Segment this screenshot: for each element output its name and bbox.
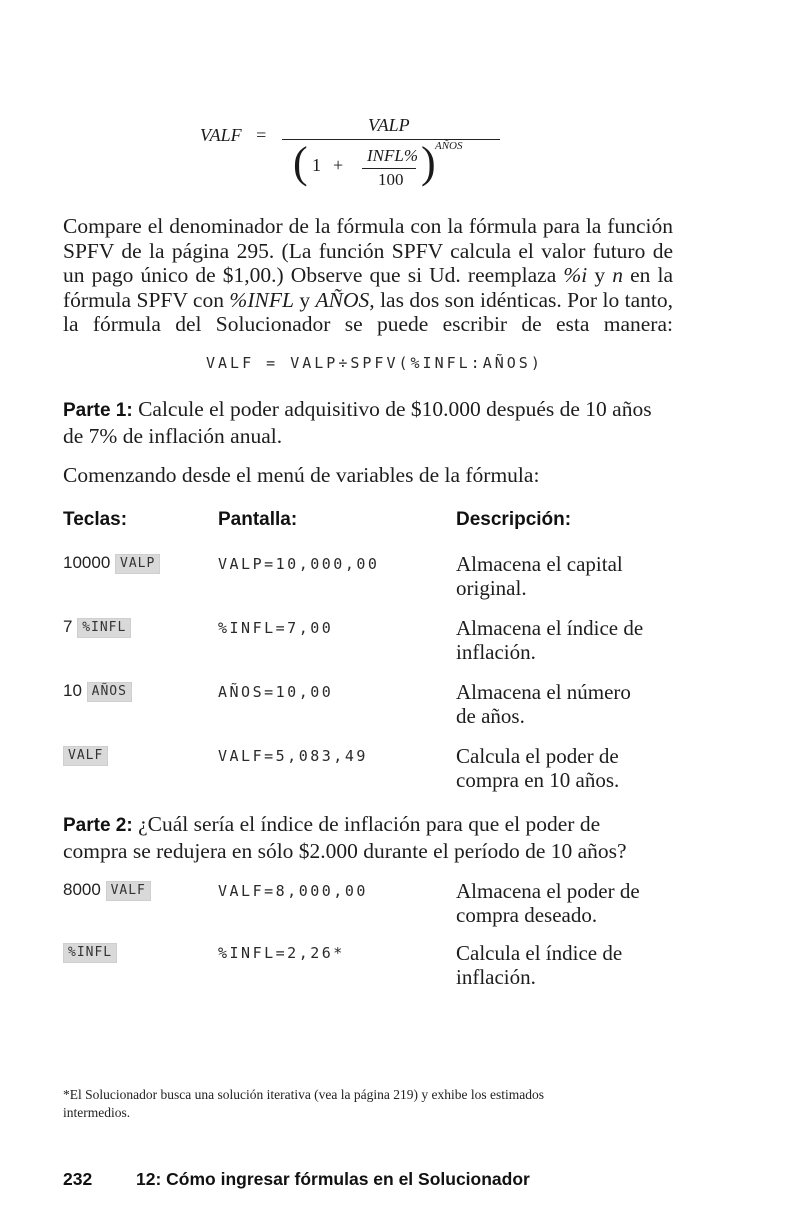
header-pantalla: Pantalla:	[218, 509, 298, 530]
display-value: VALF=5,083,49	[218, 747, 368, 765]
formula-inner-bar	[362, 168, 416, 169]
display-value: AÑOS=10,00	[218, 683, 334, 701]
part2-line-1: Parte 2: ¿Cuál sería el índice de inflación para que el poder de	[63, 812, 601, 836]
formula-inner-numerator: INFL%	[367, 146, 418, 165]
chapter-title: 12: Cómo ingresar fórmulas en el Solucionador	[136, 1169, 530, 1189]
softkey-anos[interactable]: AÑOS	[87, 682, 132, 702]
footnote-line-2: intermedios.	[63, 1105, 131, 1120]
footnote-line-1: *El Solucionador busca una solución iterativa (vea la página 219) y exhibe los estimados	[63, 1087, 544, 1102]
header-teclas: Teclas:	[63, 509, 128, 530]
header-descripcion: Descripción:	[456, 509, 572, 530]
footnote	[63, 1086, 703, 1122]
formula-exponent: AÑOS	[435, 140, 463, 152]
formula-lhs: VALF	[200, 125, 242, 145]
part2-line-2: compra se redujera en sólo $2.000 durante el período de 10 años?	[63, 838, 627, 863]
key-number: 10	[63, 681, 82, 700]
display-value: VALP=10,000,00	[218, 555, 380, 573]
part2-label: Parte 2:	[63, 815, 133, 836]
comenzando-text: Comenzando desde el menú de variables de la fórmula:	[63, 463, 540, 487]
formula-left-paren: (	[293, 138, 308, 187]
intro-line-2: SPFV de la página 295. (La función SPFV calcula el valor futuro de	[63, 238, 673, 263]
intro-line-1: Compare el denominador de la fórmula con la fórmula para la función	[63, 214, 673, 238]
formula-equals: =	[256, 125, 267, 145]
row-description: Calcula el índice de inflación.	[456, 941, 623, 989]
part2-paragraph	[63, 812, 673, 863]
formula-plus: +	[333, 155, 344, 175]
softkey-valf[interactable]: VALF	[106, 881, 151, 901]
row-description: Calcula el poder de compra en 10 años.	[456, 744, 620, 792]
solver-formula-line: VALF = VALP÷SPFV(%INFL:AÑOS)	[206, 354, 543, 372]
formula-one: 1	[312, 155, 321, 175]
page-number: 232	[63, 1169, 93, 1189]
formula-right-paren: )	[421, 138, 436, 187]
intro-line-5: la fórmula del Solucionador se puede escribir de esta manera:	[63, 312, 673, 336]
key-number: 7	[63, 617, 73, 636]
part1-line-1: Parte 1: Calcule el poder adquisitivo de $10.000 después de 10 años	[63, 397, 652, 421]
intro-line-4: fórmula SPFV con %INFL y AÑOS, las dos son idénticas. Por lo tanto,	[63, 287, 673, 312]
display-value: VALF=8,000,00	[218, 882, 368, 900]
formula-inner-denominator: 100	[378, 170, 404, 189]
part1-label: Parte 1:	[63, 400, 133, 421]
key-number: 8000	[63, 880, 101, 899]
softkey-valf[interactable]: VALF	[63, 746, 108, 766]
row-description: Almacena el poder de compra deseado.	[456, 879, 640, 927]
display-value: %INFL=7,00	[218, 619, 334, 637]
key-number: 10000	[63, 553, 111, 572]
intro-paragraph	[63, 214, 673, 337]
intro-line-3: un pago único de $1,00.) Observe que si Ud. reemplaza %i y n en la	[63, 263, 673, 287]
softkey-infl[interactable]: %INFL	[63, 943, 117, 963]
formula-main-bar	[282, 139, 500, 140]
part1-line-2: de 7% de inflación anual.	[63, 423, 283, 448]
display-value: %INFL=2,26*	[218, 944, 345, 962]
row-description: Almacena el número de años.	[456, 680, 631, 728]
row-description: Almacena el índice de inflación.	[456, 616, 644, 664]
formula-numerator: VALP	[368, 115, 410, 135]
part1-paragraph	[63, 397, 663, 448]
row-description: Almacena el capital original.	[456, 552, 623, 600]
softkey-valp[interactable]: VALP	[115, 554, 160, 574]
softkey-infl[interactable]: %INFL	[77, 618, 131, 638]
